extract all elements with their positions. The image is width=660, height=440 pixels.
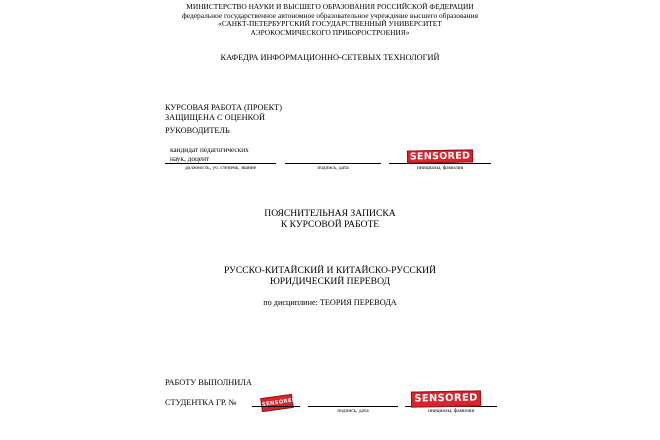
group-number-line — [252, 406, 300, 407]
department-title: КАФЕДРА ИНФОРМАЦИОННО-СЕТЕВЫХ ТЕХНОЛОГИЙ — [220, 53, 440, 62]
coursework-label: КУРСОВАЯ РАБОТА (ПРОЕКТ) — [165, 103, 282, 112]
discipline-label: по дисциплине: ТЕОРИЯ ПЕРЕВОДА — [263, 298, 397, 307]
supervisor-label: РУКОВОДИТЕЛЬ — [165, 126, 230, 135]
censored-stamp-author: SENSORED — [411, 390, 481, 407]
author-signature-caption: подпись, дата — [337, 407, 369, 414]
student-group-label: СТУДЕНТКА ГР. № — [165, 398, 237, 407]
institution-type: федеральное государственное автономное образовательное учреждение высшего образования — [182, 10, 478, 20]
ministry-title: МИНИСТЕРСТВО НАУКИ И ВЫСШЕГО ОБРАЗОВАНИЯ РОССИЙСКОЙ ФЕДЕРАЦИИ — [186, 2, 474, 11]
position-caption: должность, уч. степень, звание — [184, 164, 257, 171]
supervisor-position-line1: кандидат педагогических — [170, 145, 249, 154]
censored-stamp-group: SENSORED — [260, 394, 294, 412]
document-type-line2: К КУРСОВОЙ РАБОТЕ — [280, 218, 380, 230]
university-name-line2: АЭРОКОСМИЧЕСКОГО ПРИБОРОСТРОЕНИЯ» — [250, 27, 410, 37]
censored-stamp-supervisor: SENSORED — [407, 149, 473, 163]
supervisor-position-line2: наук, доцент — [170, 153, 210, 163]
university-name-line1: «САНКТ-ПЕТЕРБУРГСКИЙ ГОСУДАРСТВЕННЫЙ УНИВЕРСИТЕТ — [218, 19, 442, 28]
author-label: РАБОТУ ВЫПОЛНИЛА — [165, 378, 252, 387]
grade-label: ЗАЩИЩЕНА С ОЦЕНКОЙ — [165, 112, 265, 122]
signature-caption: подпись, дата — [317, 164, 349, 171]
initials-caption: инициалы, фамилия — [416, 164, 464, 171]
topic-line1: РУССКО-КИТАЙСКИЙ И КИТАЙСКО-РУССКИЙ — [223, 265, 437, 276]
document-type-line1: ПОЯСНИТЕЛЬНАЯ ЗАПИСКА — [264, 208, 396, 219]
author-initials-caption: инициалы, фамилия — [427, 407, 475, 414]
topic-line2: ЮРИДИЧЕСКИЙ ПЕРЕВОД — [269, 276, 391, 287]
